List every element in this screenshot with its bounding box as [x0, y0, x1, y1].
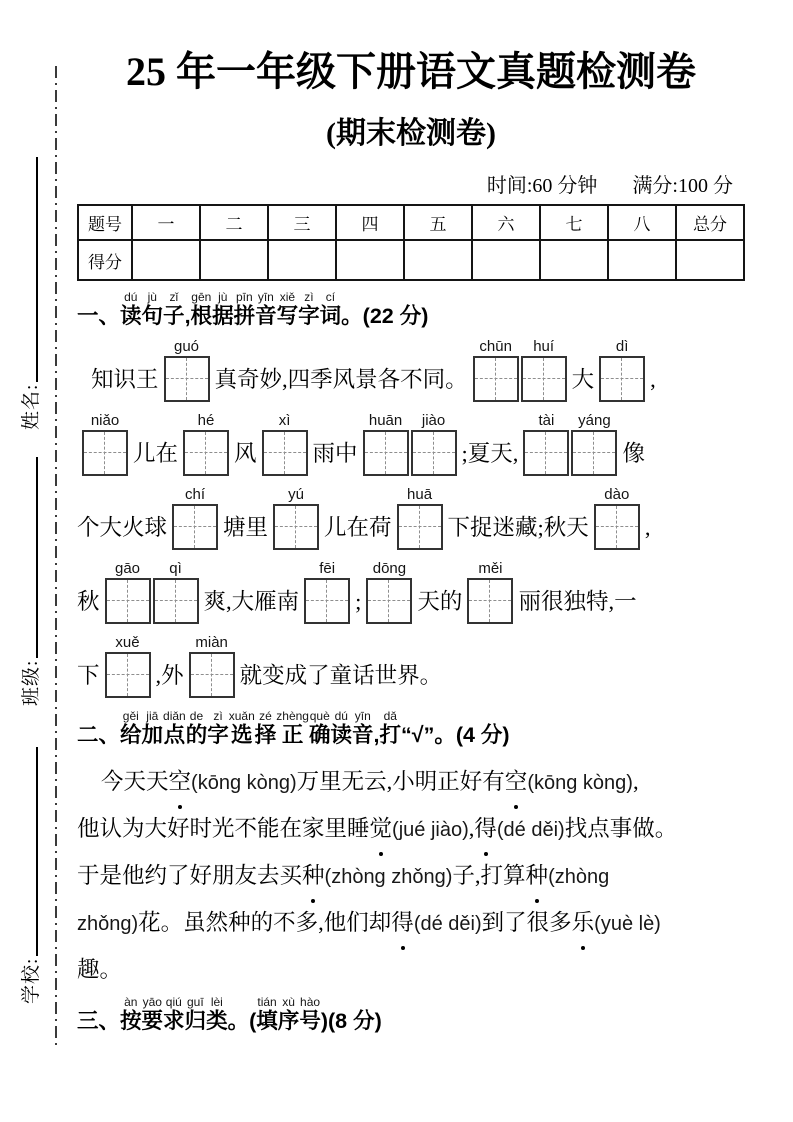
- answer-box-group: [304, 560, 350, 624]
- answer-box-group: [599, 338, 645, 402]
- paragraph-text: ,: [468, 815, 475, 841]
- heading-ruby-char: 打dǎ: [379, 708, 402, 747]
- class-label: 班级:: [20, 659, 42, 706]
- heading-char: 。: [341, 304, 363, 328]
- sentence-text: ,外: [155, 662, 184, 688]
- answer-box-group: [363, 412, 457, 476]
- pinyin-choice[interactable]: (kōng kòng): [191, 771, 297, 794]
- heading-ruby-char: 子zǐ: [163, 290, 185, 328]
- class-blank-line[interactable]: [20, 457, 38, 658]
- paragraph-line: [77, 759, 745, 806]
- answer-box-group: [105, 560, 199, 624]
- sentence-text: 就变成了童话世界。: [239, 662, 443, 688]
- pinyin-box-unit: [571, 412, 617, 476]
- pinyin-hint: miàn: [195, 633, 228, 651]
- score-row-label: 得分: [78, 240, 132, 280]
- heading-ruby-char: 音yīn: [255, 290, 277, 328]
- student-class-field: [16, 457, 42, 706]
- section-3-heading: [77, 996, 745, 1035]
- pinyin-box-unit: [189, 634, 235, 698]
- heading-ruby-char: 字zì: [298, 290, 320, 328]
- answer-box-group: [105, 634, 151, 698]
- sentence-text: 塘里: [223, 514, 269, 540]
- fill-in-lines: [77, 336, 745, 698]
- sentence-text: 像: [622, 440, 645, 466]
- pinyin-hint: dào: [604, 485, 630, 503]
- pinyin-box-unit: [304, 560, 350, 624]
- student-name-field: [16, 157, 42, 430]
- answer-box[interactable]: [571, 430, 617, 476]
- pinyin-choice[interactable]: (zhòng: [548, 865, 610, 888]
- dotted-char: 觉: [370, 806, 393, 851]
- fill-in-line: [77, 632, 745, 698]
- score-input-cell[interactable]: [336, 240, 404, 280]
- fill-in-line: [77, 484, 745, 550]
- answer-box[interactable]: [467, 578, 513, 624]
- sentence-text: 下: [77, 662, 100, 688]
- paragraph-text: 于是他约了好朋友去买: [77, 862, 303, 888]
- page-subtitle: (期末检测卷): [326, 117, 496, 150]
- section-score: “√”。(4 分): [401, 722, 510, 747]
- dotted-char: 空: [505, 759, 528, 804]
- heading-char: ): [320, 1008, 328, 1033]
- reading-paragraph: [77, 759, 745, 992]
- answer-box-group: [366, 560, 412, 624]
- name-label: 姓名:: [20, 383, 42, 430]
- pinyin-box-unit: [473, 338, 519, 402]
- pinyin-choice[interactable]: (jué jiào): [392, 818, 469, 841]
- paragraph-text: 他认为大好时光不能在家里睡: [77, 815, 370, 841]
- sentence-text: ,: [644, 514, 651, 540]
- sentence-text: 雨中: [312, 440, 358, 466]
- section-1-heading: [77, 291, 745, 330]
- pinyin-hint: yú: [288, 485, 304, 503]
- fold-line: [55, 66, 57, 1046]
- heading-ruby-char: 词cí: [319, 290, 342, 328]
- score-input-cell[interactable]: [200, 240, 268, 280]
- pinyin-choice[interactable]: (dé děi): [413, 912, 482, 935]
- heading-ruby-char: 的de: [185, 708, 208, 747]
- heading-ruby-char: 号hào: [299, 994, 321, 1033]
- score-table-header-cell: 四: [336, 205, 404, 240]
- answer-box[interactable]: [82, 430, 128, 476]
- heading-ruby-char: 字zì: [207, 708, 229, 747]
- heading-ruby-char: 确què: [308, 708, 331, 747]
- score-input-cell[interactable]: [472, 240, 540, 280]
- pinyin-box-unit: [523, 412, 569, 476]
- answer-box[interactable]: [411, 430, 457, 476]
- section-score: (22 分): [362, 304, 429, 328]
- pinyin-box-unit: [411, 412, 457, 476]
- dotted-char: 空: [169, 759, 192, 804]
- paragraph-text: 子,打算: [452, 862, 526, 888]
- answer-box[interactable]: [183, 430, 229, 476]
- pinyin-box-unit: [594, 486, 640, 550]
- section-2-heading: [77, 710, 745, 749]
- answer-box[interactable]: [473, 356, 519, 402]
- answer-box-group: [172, 486, 218, 550]
- heading-ruby-char: 加jiā: [141, 708, 164, 747]
- pinyin-box-unit: [164, 338, 210, 402]
- score-input-cell[interactable]: [268, 240, 336, 280]
- pinyin-box-unit: [105, 560, 151, 624]
- heading-ruby-char: 句jù: [141, 290, 164, 328]
- sentence-text: ;: [355, 588, 362, 614]
- heading-ruby-char: 拼pīn: [233, 290, 256, 328]
- pinyin-box-unit: [172, 486, 218, 550]
- heading-ruby-char: 填tián: [256, 994, 278, 1033]
- score-table-header-cell: 八: [608, 205, 676, 240]
- answer-box[interactable]: [189, 652, 235, 698]
- answer-box-group: [82, 412, 128, 476]
- heading-ruby-char: 要yāo: [141, 994, 164, 1033]
- score-input-cell[interactable]: [676, 240, 744, 280]
- sentence-text: 儿在: [133, 440, 179, 466]
- heading-ruby-char: 求qiú: [163, 994, 185, 1033]
- pinyin-hint: xì: [278, 411, 291, 429]
- answer-box[interactable]: [397, 504, 443, 550]
- pinyin-box-unit: [262, 412, 308, 476]
- paragraph-text: 花。虽然种的不多,他们却: [138, 909, 392, 935]
- score-input-cell[interactable]: [540, 240, 608, 280]
- dotted-char: 种: [526, 853, 549, 898]
- score-input-cell[interactable]: [404, 240, 472, 280]
- answer-box[interactable]: [304, 578, 350, 624]
- exam-meta: [77, 174, 733, 198]
- pinyin-hint: yáng: [578, 411, 611, 429]
- heading-ruby-char: 音yīn: [352, 708, 374, 747]
- heading-char: (: [249, 1008, 257, 1033]
- answer-box[interactable]: [172, 504, 218, 550]
- answer-box[interactable]: [262, 430, 308, 476]
- score-input-cell[interactable]: [132, 240, 200, 280]
- score-input-cell[interactable]: [608, 240, 676, 280]
- page-title: 25 年一年级下册语文真题检测卷: [126, 49, 696, 94]
- pinyin-choice[interactable]: zhǒng): [77, 912, 139, 935]
- pinyin-hint: xuě: [115, 633, 140, 651]
- heading-ruby-char: 选xuǎn: [228, 708, 255, 747]
- pinyin-hint: tài: [538, 411, 555, 429]
- pinyin-hint: hé: [197, 411, 215, 429]
- pinyin-box-unit: [183, 412, 229, 476]
- answer-box-group: [273, 486, 319, 550]
- fill-in-line: [77, 410, 745, 476]
- paragraph-line: [77, 806, 745, 853]
- pinyin-hint: měi: [478, 559, 503, 577]
- pinyin-choice[interactable]: (zhòng zhǒng): [324, 865, 453, 888]
- heading-ruby-char: 正zhèng: [276, 708, 309, 747]
- heading-ruby-char: 归guī: [184, 994, 207, 1033]
- answer-box[interactable]: [523, 430, 569, 476]
- heading-ruby-char: 择zé: [254, 708, 277, 747]
- pinyin-box-unit: [521, 338, 567, 402]
- answer-box[interactable]: [105, 578, 151, 624]
- pinyin-hint: huān: [368, 411, 403, 429]
- sentence-text: 真奇妙,四季风景各不同。: [214, 366, 468, 392]
- pinyin-hint: chūn: [479, 337, 512, 355]
- score-table-header-cell: 三: [268, 205, 336, 240]
- pinyin-box-unit: [467, 560, 513, 624]
- pinyin-hint: gāo: [115, 559, 141, 577]
- score-table: [77, 204, 745, 281]
- question-sections: [77, 291, 745, 1034]
- sentence-text: 丽很独特,一: [518, 588, 637, 614]
- section-number: 三、: [77, 1008, 121, 1033]
- answer-box[interactable]: [594, 504, 640, 550]
- score-table-header-row: [78, 205, 744, 240]
- answer-box-group: [183, 412, 229, 476]
- answer-box-group: [523, 412, 617, 476]
- sentence-text: 大: [571, 366, 595, 392]
- answer-box-group: [467, 560, 513, 624]
- fill-in-line: [77, 558, 745, 624]
- paragraph-text: 到了很多: [481, 909, 572, 935]
- answer-box-group: [189, 634, 235, 698]
- answer-box[interactable]: [153, 578, 199, 624]
- sentence-text: 秋: [77, 588, 100, 614]
- dotted-char: 乐: [572, 900, 595, 945]
- answer-box[interactable]: [599, 356, 645, 402]
- heading-ruby-char: 序xù: [277, 994, 300, 1033]
- section-number: 二、: [77, 722, 121, 747]
- heading-ruby-char: 读dú: [120, 290, 142, 328]
- student-school-field: [16, 747, 42, 1004]
- answer-box-group: [397, 486, 443, 550]
- pinyin-box-unit: [363, 412, 409, 476]
- sentence-text: 儿在荷: [324, 514, 392, 540]
- heading-char: ,: [184, 304, 191, 328]
- dotted-char: 种: [302, 853, 325, 898]
- pinyin-choice[interactable]: (dé děi): [496, 818, 565, 841]
- sentence-text: 风: [234, 440, 257, 466]
- answer-box-group: [164, 338, 210, 402]
- heading-ruby-char: 写xiě: [276, 290, 299, 328]
- pinyin-box-unit: [273, 486, 319, 550]
- score-table-header-cell: 题号: [78, 205, 132, 240]
- score-table-score-row: [78, 240, 744, 280]
- answer-box[interactable]: [164, 356, 210, 402]
- pinyin-hint: dōng: [372, 559, 407, 577]
- heading-ruby-char: 点diǎn: [163, 708, 186, 747]
- sentence-text: 下捉迷藏;秋天: [447, 514, 589, 540]
- score-table-header-cell: 六: [472, 205, 540, 240]
- heading-ruby-char: 据jù: [212, 290, 234, 328]
- sentence-text: ,: [650, 366, 656, 392]
- sentence-text: 个大火球: [77, 514, 168, 540]
- pinyin-hint: huā: [407, 485, 433, 503]
- paragraph-text: 今天天: [101, 768, 169, 794]
- sentence-text: ;夏天,: [461, 440, 519, 466]
- heading-ruby-char: 按àn: [120, 994, 142, 1033]
- pinyin-hint: dì: [615, 337, 629, 355]
- paragraph-line: [77, 853, 745, 900]
- full-score: 满分:100 分: [632, 175, 733, 197]
- heading-char: ,: [373, 722, 380, 747]
- sentence-text: 天的: [417, 588, 463, 614]
- paragraph-text: 万里无云,小明正好有: [296, 768, 505, 794]
- pinyin-hint: fēi: [319, 559, 336, 577]
- paragraph-text: 趣。: [77, 956, 123, 982]
- pinyin-box-unit: [82, 412, 128, 476]
- heading-ruby-char: 根gēn: [190, 290, 213, 328]
- score-table-header-cell: 七: [540, 205, 608, 240]
- heading-ruby-char: 给gěi: [120, 708, 142, 747]
- score-table-header-cell: 二: [200, 205, 268, 240]
- pinyin-box-unit: [366, 560, 412, 624]
- pinyin-hint: niǎo: [90, 411, 120, 429]
- sentence-text: 知识王: [91, 366, 159, 392]
- pinyin-hint: guó: [174, 337, 200, 355]
- answer-box[interactable]: [366, 578, 412, 624]
- fill-in-line: [77, 336, 745, 402]
- score-table-header-cell: 五: [404, 205, 472, 240]
- heading-ruby-char: 类lèi: [206, 994, 228, 1033]
- answer-box-group: [594, 486, 640, 550]
- pinyin-hint: qì: [169, 559, 182, 577]
- pinyin-choice[interactable]: (kōng kòng): [527, 771, 633, 794]
- paragraph-text: ,: [632, 768, 639, 794]
- pinyin-hint: huí: [533, 337, 555, 355]
- pinyin-box-unit: [153, 560, 199, 624]
- heading-char: 。: [227, 1008, 250, 1033]
- answer-box[interactable]: [105, 652, 151, 698]
- paragraph-line: [77, 947, 745, 992]
- pinyin-box-unit: [397, 486, 443, 550]
- answer-box-group: [262, 412, 308, 476]
- pinyin-hint: chí: [185, 485, 206, 503]
- answer-box[interactable]: [273, 504, 319, 550]
- exam-paper: [77, 0, 745, 1034]
- answer-box-group: [473, 338, 567, 402]
- dotted-char: 得: [391, 900, 414, 945]
- time-limit: 时间:60 分钟: [486, 175, 598, 197]
- pinyin-hint: jiào: [421, 411, 446, 429]
- paragraph-line: [77, 900, 745, 947]
- pinyin-box-unit: [599, 338, 645, 402]
- school-label: 学校:: [20, 957, 42, 1004]
- dotted-char: 得: [474, 806, 497, 851]
- sentence-text: 爽,大雁南: [203, 588, 300, 614]
- score-table-header-cell: 一: [132, 205, 200, 240]
- paragraph-text: 找点事做。: [564, 815, 678, 841]
- pinyin-choice[interactable]: (yuè lè): [594, 912, 661, 935]
- answer-box[interactable]: [363, 430, 409, 476]
- name-blank-line[interactable]: [20, 157, 38, 382]
- school-blank-line[interactable]: [20, 747, 38, 956]
- pinyin-box-unit: [105, 634, 151, 698]
- answer-box[interactable]: [521, 356, 567, 402]
- section-score: (8 分): [328, 1008, 382, 1033]
- heading-ruby-char: 读dú: [330, 708, 353, 747]
- score-table-header-cell: 总分: [676, 205, 744, 240]
- section-number: 一、: [77, 304, 121, 328]
